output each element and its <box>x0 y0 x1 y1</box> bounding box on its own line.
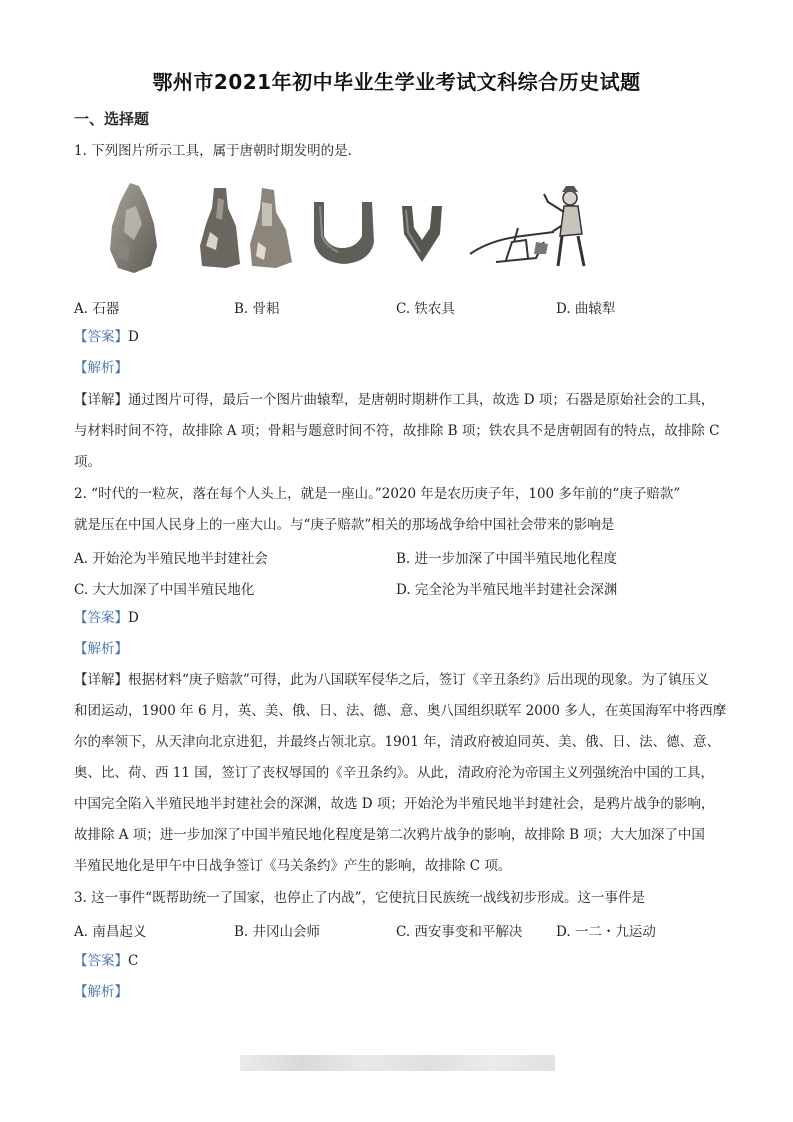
answer-value: D <box>128 329 139 345</box>
analysis-tag: 【解析】 <box>74 360 128 376</box>
detail-tag: 【详解】 <box>74 392 128 408</box>
q3-option-d: D. 一二・九运动 <box>556 924 656 940</box>
q1-option-d: D. 曲辕犁 <box>556 301 616 317</box>
q3-stem: 3. 这一事件“既帮助统一了国家，也停止了内战”，它使抗日民族统一战线初步形成。这一事件是 <box>74 890 645 906</box>
q1-stem: 1. 下列图片所示工具，属于唐朝时期发明的是. <box>74 143 352 159</box>
answer-tag: 【答案】 <box>74 329 128 345</box>
stone-tool-image <box>104 180 160 275</box>
answer-tag: 【答案】 <box>74 953 128 969</box>
q2-answer <box>74 609 724 627</box>
q3-option-c: C. 西安事变和平解决 <box>396 924 523 940</box>
q2-detail-line-2: 和团运动，1900 年 6 月，英、美、俄、日、法、德、意、奥八国组织联军 2000 多人，在英国海军中将西摩 <box>74 703 727 719</box>
page-title: 鄂州市2021年初中毕业生学业考试文科综合历史试题 <box>152 70 641 94</box>
detail-text: 根据材料“庚子赔款”可得，此为八国联军侵华之后，签订《辛丑条约》后出现的现象。为了镇压义 <box>128 672 709 688</box>
q2-detail-line-3: 尔的率领下，从天津向北京进犯，并最终占领北京。1901 年，清政府被迫同英、美、俄、日、法、德、意、 <box>74 734 721 750</box>
bone-spade-image <box>196 186 296 271</box>
q2-detail-line-4: 奥、比、荷、西 11 国，签订了丧权辱国的《辛丑条约》。从此，清政府沦为帝国主义列强统治中国的工具， <box>74 765 715 781</box>
q2-option-d: D. 完全沦为半殖民地半封建社会深渊 <box>396 582 618 598</box>
q1-answer <box>74 328 724 346</box>
q2-option-a: A. 开始沦为半殖民地半封建社会 <box>74 551 268 567</box>
q1-option-b: B. 骨耜 <box>234 301 280 317</box>
detail-text: 通过图片可得，最后一个图片曲辕犁，是唐朝时期耕作工具，故选 D 项；石器是原始社会的工具， <box>128 392 715 408</box>
answer-value: D <box>128 610 139 626</box>
q3-option-b: B. 井冈山会师 <box>234 924 321 940</box>
q2-detail-line-6: 故排除 A 项；进一步加深了中国半殖民地化程度是第二次鸦片战争的影响，故排除 B 项；大大加深了中国 <box>74 827 705 843</box>
section-heading: 一、选择题 <box>74 110 150 128</box>
q2-detail-line-5: 中国完全陷入半殖民地半封建社会的深渊，故选 D 项；开始沦为半殖民地半封建社会，是鸦片战争的影响， <box>74 796 715 812</box>
q2-option-c: C. 大大加深了中国半殖民地化 <box>74 582 255 598</box>
q1-analysis <box>74 359 724 377</box>
q2-stem-line-2: 就是压在中国人民身上的一座大山。与“庚子赔款”相关的那场战争给中国社会带来的影响是 <box>74 517 615 533</box>
q2-detail-line-7: 半殖民地化是甲午中日战争签订《马关条约》产生的影响，故排除 C 项。 <box>74 858 512 874</box>
q1-detail-line-1 <box>74 391 724 409</box>
iron-tools-image <box>310 196 450 268</box>
analysis-tag: 【解析】 <box>74 641 128 657</box>
q2-option-b: B. 进一步加深了中国半殖民地化程度 <box>396 551 618 567</box>
q3-analysis <box>74 983 724 1001</box>
q2-detail-line-1 <box>74 671 724 689</box>
q1-option-c: C. 铁农具 <box>396 301 455 317</box>
q2-stem-line-1: 2. “时代的一粒灰，落在每个人头上，就是一座山。”2020 年是农历庚子年，100 多年前的“庚子赔款” <box>74 486 681 502</box>
q1-option-a: A. 石器 <box>74 301 120 317</box>
q1-detail-line-2: 与材料时间不符，故排除 A 项；骨耜与题意时间不符，故排除 B 项；铁农具不是唐朝固有的特点，故排除 C <box>74 423 720 439</box>
answer-tag: 【答案】 <box>74 610 128 626</box>
q3-answer <box>74 952 724 970</box>
q2-analysis <box>74 640 724 658</box>
curved-plough-image <box>466 184 592 270</box>
answer-value: C <box>128 953 139 969</box>
detail-tag: 【详解】 <box>74 672 128 688</box>
analysis-tag: 【解析】 <box>74 984 128 1000</box>
blurred-watermark <box>240 1055 555 1071</box>
q1-detail-line-3: 项。 <box>74 454 101 470</box>
q3-option-a: A. 南昌起义 <box>74 924 147 940</box>
